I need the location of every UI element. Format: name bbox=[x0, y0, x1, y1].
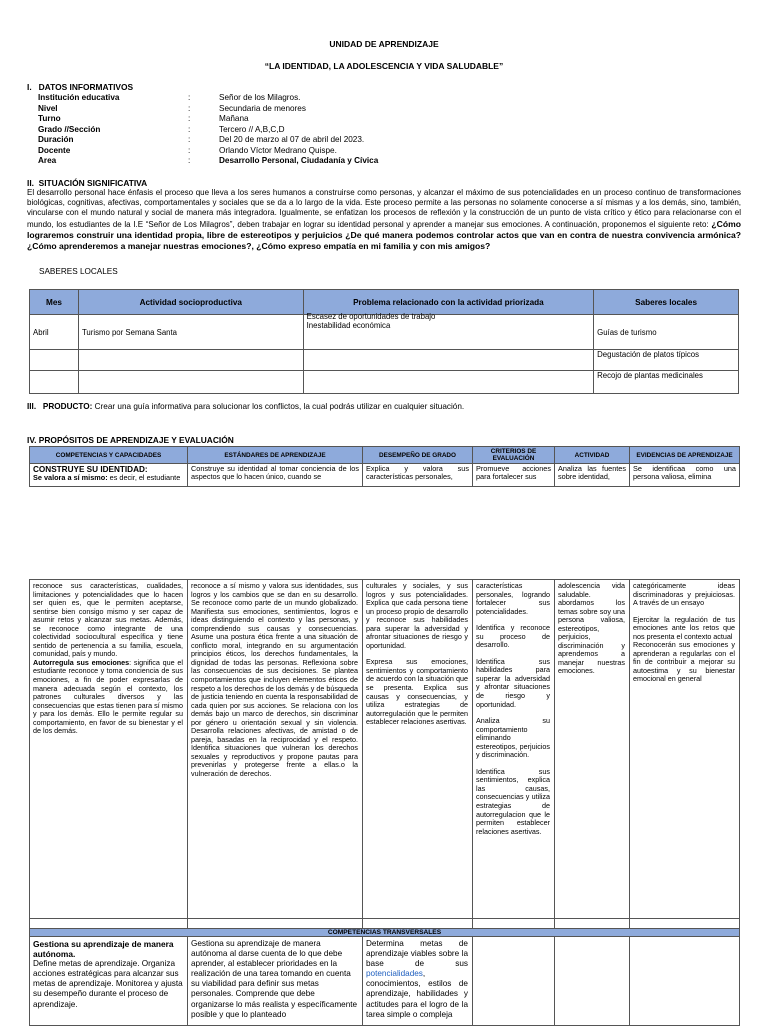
unit-subtitle: “LA IDENTIDAD, LA ADOLESCENCIA Y VIDA SALUDABLE” bbox=[264, 61, 504, 71]
competencia-paragraph: reconoce sus características, cualidades, limitaciones y potencialidades que lo hacen ser quien es, que le permiten aceptarse, sentirse bien consigo mismo y ser capaz de asumir retos y alcanzar sus metas. Además, se reconoce como integrante de una colectividad sociocultural específica y tiene sentido de pertenencia a su familia, escuela, comunidad, país y mundo. bbox=[33, 581, 183, 659]
info-key: Turno bbox=[38, 114, 61, 123]
desempeno-paragraph: Expresa sus emociones, sentimientos y comportamiento de acuerdo con la situación que se presenta. Explica sus causas y consecuencias, y utiliza estrategias de autorregulación que le permiten establecer relaciones asertivas. bbox=[366, 657, 468, 727]
competencia-paragraph: : significa que el estudiante reconoce y toma conciencia de sus emociones, a fin de poder expresarlas de manera adecuada según el contexto, los patrones culturales diversos y las consecuencias que estas tienen para sí mismo y para los demás. Ello le permite regular su comportamiento, en favor de su bienestar y el de los demás. bbox=[33, 657, 183, 736]
info-colon: : bbox=[188, 135, 191, 144]
cell-actividad bbox=[78, 350, 303, 371]
info-key: Area bbox=[38, 156, 57, 165]
info-value: Secundaria de menores bbox=[219, 103, 306, 113]
trans-title: Gestiona su aprendizaje de manera autónoma. bbox=[33, 939, 174, 960]
cell-actividad: Analiza las fuentes sobre identidad, bbox=[555, 464, 630, 487]
empty-cell bbox=[555, 937, 630, 1026]
cell-saber: Recojo de plantas medicinales bbox=[594, 371, 739, 394]
situacion-heading: II. SITUACIÓN SIGNIFICATIVA bbox=[27, 178, 148, 188]
saberes-table bbox=[29, 289, 739, 394]
info-key: Institución educativa bbox=[38, 93, 120, 102]
table-row bbox=[30, 929, 740, 937]
evidencia-paragraph: Ejercitar la regulación de tus emociones ante los retos que nos presenta el contexto actual bbox=[633, 614, 735, 641]
cell-estandar: reconoce a sí mismo y valora sus identidades, sus logros y los cambios que se dan en su desarrollo. Se reconoce como parte de un mundo globalizado. Manifiesta sus emociones, sentimientos, logros e ideas distinguiendo el contexto y las personas, y comprendiendo sus causas y consecuencias. Asume una postura ética frente a una situación de conflicto moral, integrando en su argumentación principios éticos, los derechos fundamentales, la dignidad de todas las personas. Reflexiona sobre las consecuencias de sus decisiones. Se plantea comportamientos que incluyen elementos éticos de respeto a los derechos de los demás y de búsqueda de justicia teniendo en cuenta la responsabilidad de cada quien por sus acciones. Se relaciona con los demás bajo un marco de derechos, sin discriminar por género u orientación sexual y sin violencia. Desarrolla relaciones afectivas, de amistad o de pareja, basadas en la reciprocidad y el respeto. Identifica situaciones que vulneran los derechos sexuales y reproductivos y propone pautas para prevenirlas y protegerse frente a ellas.o la vulneración de derechos. bbox=[188, 580, 363, 919]
producto-label: III. PRODUCTO: bbox=[27, 402, 93, 411]
col-header-problema: Problema relacionado con la actividad priorizada bbox=[303, 290, 594, 315]
empty-cell bbox=[473, 937, 555, 1026]
info-value: Señor de los Milagros. bbox=[219, 93, 301, 102]
col-header-mes: Mes bbox=[30, 290, 79, 315]
cell-trans-estandar: Gestiona su aprendizaje de manera autónoma al darse cuenta de lo que debe aprender, al establecer prioridades en la realización de una tarea tomando en cuenta su viabilidad para definir sus metas personales. Comprende que debe organizarse lo más realista y específicamente posible y que lo planteado bbox=[188, 937, 363, 1026]
info-key: Grado //Sección bbox=[38, 124, 101, 134]
info-colon: : bbox=[188, 145, 191, 155]
info-value: Tercero // A,B,C,D bbox=[219, 124, 285, 134]
info-colon: : bbox=[188, 114, 191, 123]
potencialidades-link[interactable]: potencialidades bbox=[366, 969, 423, 979]
info-key: Duración bbox=[38, 135, 74, 144]
datos-heading: I. DATOS INFORMATIVOS bbox=[27, 82, 134, 92]
problema-line: Escasez de oportunidades de trabajo bbox=[306, 312, 436, 321]
col-header-desempeno: DESEMPEÑO DE GRADO bbox=[363, 447, 473, 464]
empty-cell bbox=[473, 919, 555, 929]
trans-items: Define metas de aprendizaje. Organiza acciones estratégicas para alcanzar sus metas de aprendizaje. Monitorea y ajusta su desempeño durante el proceso de aprendizaje. bbox=[33, 959, 183, 1009]
unit-title: UNIDAD DE APRENDIZAJE bbox=[329, 39, 439, 49]
trans-desempeno-text: , conocimientos, estilos de aprendizaje, habilidades y actitudes para el logro de la tarea simple o compleja bbox=[366, 969, 468, 1019]
criterio-paragraph: Analiza su comportamiento eliminando estereotipos, perjuicios y discriminación. bbox=[476, 716, 550, 760]
cell-competencia bbox=[30, 464, 188, 487]
producto-line bbox=[27, 402, 464, 411]
evidencia-paragraph: Reconocerán sus emociones y aprenderan a regularlas con el fin de contribuir a mejorar su autoestima y su bienestar emocional en general bbox=[633, 640, 735, 684]
info-colon: : bbox=[188, 124, 191, 134]
problema-line: Inestabilidad económica bbox=[306, 321, 391, 330]
criterio-paragraph: Identifica y reconoce su proceso de desarrollo. bbox=[476, 623, 550, 650]
cell-desempeno bbox=[363, 580, 473, 919]
info-key: Docente bbox=[38, 145, 71, 155]
competencia-title: CONSTRUYE SU IDENTIDAD: bbox=[33, 465, 148, 474]
cell-mes bbox=[30, 371, 79, 394]
cell-competencia bbox=[30, 580, 188, 919]
cell-trans-desempeno bbox=[363, 937, 473, 1026]
propositos-table bbox=[29, 446, 740, 487]
criterio-paragraph: Identifica sus habilidades para superar la adversidad y afrontar situaciones de riesgo y oportunidad. bbox=[476, 656, 550, 709]
situacion-body bbox=[27, 188, 741, 252]
saberes-heading: SABERES LOCALES bbox=[39, 267, 118, 276]
criterio-paragraph: Identifica sus sentimientos, explica las causas, consecuencias y utiliza estrategias de autorregulacion que le permiten establecer relaciones asertivas. bbox=[476, 766, 550, 836]
cell-mes bbox=[30, 350, 79, 371]
competencia-sub-label: Se valora a sí mismo: bbox=[33, 473, 108, 482]
info-value: Mañana bbox=[219, 114, 249, 123]
table-row bbox=[30, 937, 740, 1026]
trans-desempeno-text: Determina metas de aprendizaje viables sobre la base de sus bbox=[366, 939, 468, 969]
cell-evidencia: Se identificaa como una persona valiosa, elimina bbox=[630, 464, 740, 487]
evidencia-paragraph: categóricamente ideas discriminadoras y prejuiciosas. A través de un ensayo bbox=[633, 581, 735, 608]
cell-actividad: Turismo por Semana Santa bbox=[78, 315, 303, 350]
col-header-evidencias: EVIDENCIAS DE APRENDIZAJE bbox=[630, 447, 740, 464]
cell-actividad bbox=[78, 371, 303, 394]
info-key: Nivel bbox=[38, 103, 58, 113]
cell-problema bbox=[303, 350, 594, 371]
table-row bbox=[30, 464, 740, 487]
criterio-paragraph: características personales, logrando fortalecer sus potencialidades. bbox=[476, 581, 550, 616]
cell-actividad: adolescencia vida saludable. abordamos los temas sobre soy una persona valiosa, estereotipos, perjuicios, discriminación y aprendemos a manejar nuestras emociones. bbox=[555, 580, 630, 919]
col-header-estandares: ESTÁNDARES DE APRENDIZAJE bbox=[188, 447, 363, 464]
desempeno-paragraph: culturales y sociales, y sus logros y sus potencialidades. Explica que cada persona tiene un proceso propio de desarrollo y reconoce sus habilidades para superar la adversidad y afrontar situaciones de riesgo y oportunidad. bbox=[366, 581, 468, 650]
cell-desempeno: Explica y valora sus características personales, bbox=[363, 464, 473, 487]
info-value: Del 20 de marzo al 07 de abril del 2023. bbox=[219, 135, 365, 144]
transversal-band: COMPETENCIAS TRANSVERSALES bbox=[30, 929, 740, 937]
col-header-saberes: Saberes locales bbox=[594, 290, 739, 315]
empty-cell bbox=[630, 919, 740, 929]
table-row bbox=[30, 919, 740, 929]
col-header-actividad: ACTIVIDAD bbox=[555, 447, 630, 464]
cell-problema bbox=[303, 371, 594, 394]
cell-saber: Degustación de platos típicos bbox=[594, 350, 739, 371]
cell-evidencia bbox=[630, 580, 740, 919]
cell-mes: Abril bbox=[30, 315, 79, 350]
col-header-criterios: CRITERIOS DE EVALUACIÓN bbox=[473, 447, 555, 464]
propositos-heading: IV. PROPÓSITOS DE APRENDIZAJE Y EVALUACIÓN bbox=[27, 435, 234, 445]
info-colon: : bbox=[188, 156, 191, 165]
info-value: Orlando Víctor Medrano Quispe. bbox=[219, 145, 337, 155]
col-header-actividad: Actividad socioproductiva bbox=[78, 290, 303, 315]
table-row bbox=[30, 350, 739, 371]
table-row bbox=[30, 580, 740, 919]
empty-cell bbox=[188, 919, 363, 929]
info-colon: : bbox=[188, 93, 191, 102]
cell-saber: Guías de turismo bbox=[594, 315, 739, 350]
info-colon: : bbox=[188, 103, 191, 113]
competencia-sub-text: es decir, el estudiante bbox=[107, 473, 181, 482]
situacion-questions: ¿Cómo lograremos construir una identidad propia, libre de estereotipos y perjuicios ¿De qué manera podemos controlar actos que van en contra de nuestra convivencia armónica? ¿Cómo aprenderemos a manejar nuestras emociones?, ¿Cómo expreso empatía en mi familia y con mis amigos? bbox=[27, 218, 741, 252]
cell-trans-competencia bbox=[30, 937, 188, 1026]
situacion-text: El desarrollo personal hace énfasis el proceso que lleva a los seres humanos a construirse como personas, y alcanzar el máximo de sus potencialidades en un proceso continuo de transformaciones biológicas, cognitivas, afectivas, comportamentales y sociales que se da a lo largo de la vida. Este proceso permite a las personas no solamente conocerse a sí mismas y a los demás, sino, también, vincularse con el mundo natural y social de manera más integradora. Igualmente, se enfatizan los procesos de reflexión y la construcción de un punto de vista crítico y ético para relacionarse con el mundo, los estudiantes de la I.E “Señor de Los Milagros”, deben trabajar en lograr su identidad personal y aprender a manejar sus emociones. A continuación, proponemos el siguiente reto: bbox=[27, 188, 741, 229]
info-value: Desarrollo Personal, Ciudadanía y Cívica bbox=[219, 156, 379, 165]
propositos-continuation-table bbox=[29, 579, 740, 1026]
cell-estandar: Construye su identidad al tomar conciencia de los aspectos que lo hacen único, cuando se bbox=[188, 464, 363, 487]
empty-cell bbox=[30, 919, 188, 929]
col-header-competencias: COMPETENCIAS Y CAPACIDADES bbox=[30, 447, 188, 464]
cell-problema bbox=[303, 312, 594, 350]
empty-cell bbox=[555, 919, 630, 929]
empty-cell bbox=[630, 937, 740, 1026]
table-row bbox=[30, 315, 739, 350]
producto-text: Crear una guía informativa para solucionar los conflictos, la cual podrás utilizar en cualquier situación. bbox=[94, 402, 465, 411]
table-row bbox=[30, 371, 739, 394]
cell-criterio bbox=[473, 580, 555, 919]
empty-cell bbox=[363, 919, 473, 929]
competencia-label: Autorregula sus emociones bbox=[33, 657, 130, 667]
cell-criterio: Promueve acciones para fortalecer sus bbox=[473, 464, 555, 487]
